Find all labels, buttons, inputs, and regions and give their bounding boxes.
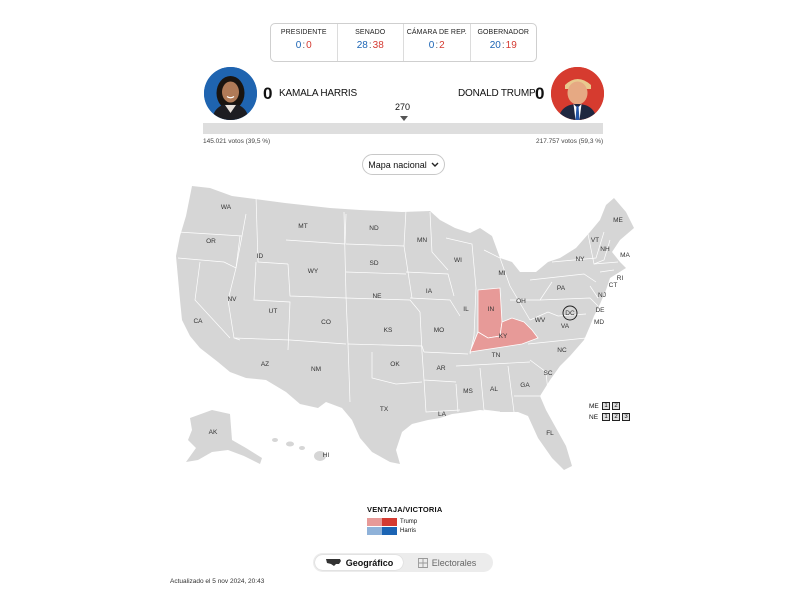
scoreboard-score: 20:19 (489, 40, 517, 51)
scoreboard-label: SENADO (355, 29, 386, 36)
state-label-wv: WV (534, 317, 546, 324)
state-label-ar: AR (436, 365, 446, 372)
harris-portrait-icon (204, 67, 257, 120)
district-box[interactable]: 3 (622, 413, 630, 421)
district-box[interactable]: 2 (612, 413, 620, 421)
state-label-il: IL (463, 306, 469, 313)
state-label-me: ME (613, 217, 623, 224)
dem-count: 0 (428, 40, 435, 51)
trump-win-swatch (382, 518, 397, 526)
state-label-ks: KS (383, 327, 393, 334)
state-label-nc: NC (557, 347, 567, 354)
state-label-mo: MO (433, 327, 445, 334)
dem-count: 20 (489, 40, 501, 51)
scoreboard-camara[interactable] (404, 24, 471, 61)
state-label-wy: WY (307, 268, 319, 275)
trump-lead-swatch (367, 518, 382, 526)
map-view-toggle (313, 553, 493, 572)
chevron-down-icon (431, 162, 439, 168)
rep-count: 19 (505, 40, 517, 51)
threshold-label: 270 (395, 102, 411, 112)
contiguous-us-landmass[interactable] (176, 186, 634, 470)
harris-popular-votes: 145.021 votos (39,5 %) (203, 138, 271, 145)
state-label-md: MD (593, 319, 605, 326)
state-label-nd: ND (369, 225, 379, 232)
state-label-oh: OH (516, 298, 526, 305)
scoreboard-score: 0:2 (428, 40, 445, 51)
state-label-mt: MT (298, 223, 308, 230)
state-label-hi: HI (322, 452, 330, 459)
alaska-landmass[interactable] (186, 410, 262, 464)
state-label-wa: WA (220, 204, 232, 211)
scoreboard-label: CÁMARA DE REP. (406, 29, 467, 36)
state-label-az: AZ (260, 361, 270, 368)
state-label-fl: FL (546, 430, 554, 437)
electoral-vote-bar (203, 123, 603, 134)
state-label-ia: IA (425, 288, 433, 295)
state-label-al: AL (490, 386, 498, 393)
map-scope-dropdown[interactable] (362, 154, 445, 175)
last-updated: Actualizado el 5 nov 2024, 20:43 (170, 578, 265, 585)
state-label-nv: NV (227, 296, 237, 303)
legend-item-trump (367, 518, 417, 526)
view-label: Geográfico (345, 557, 394, 568)
race-scoreboard (270, 23, 537, 62)
state-in[interactable] (478, 288, 502, 338)
scoreboard-senado[interactable] (338, 24, 405, 61)
state-label-tn: TN (491, 352, 501, 359)
harris-lead-swatch (367, 527, 382, 535)
state-label-tx: TX (379, 406, 389, 413)
state-label-sc: SC (543, 370, 553, 377)
state-label-nm: NM (310, 366, 322, 373)
state-label-va: VA (560, 323, 570, 330)
scoreboard-score: 0:0 (295, 40, 312, 51)
hawaii-landmass[interactable] (272, 438, 326, 461)
trump-electoral-votes: 0 (535, 84, 545, 103)
state-label-mn: MN (416, 237, 428, 244)
state-label-la: LA (438, 411, 446, 418)
state-label-ri: RI (616, 275, 624, 282)
district-box[interactable]: 1 (602, 402, 610, 410)
legend-label: Trump (400, 519, 418, 525)
state-label-ut: UT (268, 308, 278, 315)
state-label-ny: NY (575, 256, 585, 263)
harris-electoral-votes: 0 (263, 84, 273, 103)
state-label-ok: OK (390, 361, 400, 368)
harris-win-swatch (382, 527, 397, 535)
state-label-ak: AK (208, 429, 218, 436)
us-map-icon (325, 558, 342, 567)
state-label-ms: MS (463, 388, 473, 395)
dem-count: 28 (356, 40, 368, 51)
scoreboard-gobernador[interactable] (471, 24, 537, 61)
state-label-id: ID (256, 253, 264, 260)
split-state-ne (589, 413, 630, 421)
split-label: NE (589, 413, 599, 421)
view-geografico-button[interactable] (315, 555, 403, 570)
trump-avatar (551, 67, 604, 120)
state-label-wi: WI (454, 257, 462, 264)
state-label-de: DE (595, 307, 605, 314)
view-label: Electorales (431, 557, 477, 568)
state-label-or: OR (206, 238, 216, 245)
state-label-ca: CA (193, 318, 203, 325)
state-label-ne: NE (372, 293, 382, 300)
state-label-co: CO (321, 319, 331, 326)
state-label-sd: SD (369, 260, 379, 267)
state-label-vt: VT (590, 237, 600, 244)
split-label: ME (589, 402, 599, 410)
state-label-ky: KY (498, 333, 508, 340)
state-label-in: IN (487, 306, 495, 313)
legend-title: VENTAJA/VICTORIA (367, 505, 443, 514)
scoreboard-label: GOBERNADOR (477, 29, 530, 36)
state-label-ga: GA (520, 382, 530, 389)
view-electorales-button[interactable] (403, 555, 491, 570)
district-box[interactable]: 2 (612, 402, 620, 410)
rep-count: 0 (306, 40, 312, 51)
scoreboard-presidente[interactable] (271, 24, 338, 61)
state-label-pa: PA (556, 285, 566, 292)
split-state-me (589, 402, 620, 410)
threshold-marker-icon (400, 116, 408, 121)
trump-portrait-icon (551, 67, 604, 120)
legend-label: Harris (400, 528, 416, 534)
state-label-mi: MI (498, 270, 506, 277)
trump-name: DONALD TRUMP (458, 88, 536, 99)
harris-avatar (204, 67, 257, 120)
rep-count: 38 (372, 40, 384, 51)
scoreboard-score: 28:38 (356, 40, 384, 51)
state-label-ma: MA (620, 252, 630, 259)
map-scope-label: Mapa nacional (368, 159, 427, 170)
rep-count: 2 (439, 40, 445, 51)
trump-popular-votes: 217.757 votos (59,3 %) (536, 138, 604, 145)
legend-item-harris (367, 527, 416, 535)
state-label-nj: NJ (598, 292, 606, 299)
state-label-ct: CT (608, 282, 618, 289)
grid-icon (418, 558, 428, 568)
harris-name: KAMALA HARRIS (279, 88, 357, 99)
scoreboard-label: PRESIDENTE (280, 29, 327, 36)
state-label-dc: DC (565, 310, 575, 317)
district-box[interactable]: 1 (602, 413, 610, 421)
dem-count: 0 (295, 40, 302, 51)
state-label-nh: NH (600, 246, 610, 253)
